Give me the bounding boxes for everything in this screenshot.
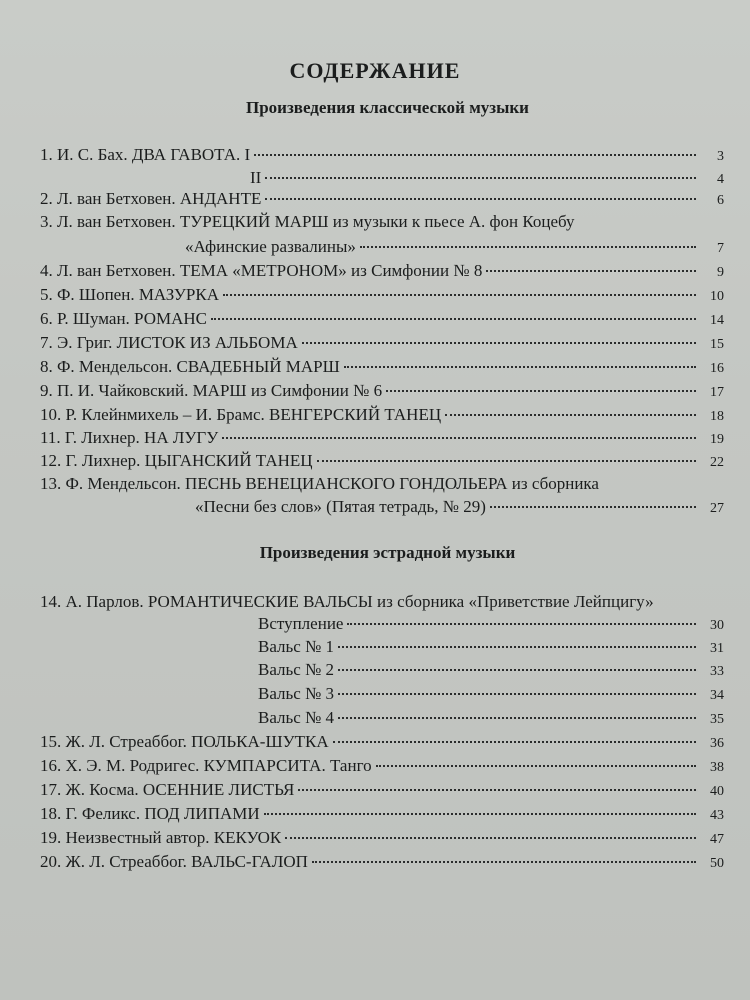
- entry-title: Вальс № 3: [258, 684, 335, 703]
- entry-title: II: [250, 168, 262, 187]
- toc-entry: [250, 168, 724, 190]
- toc-entry: [40, 852, 724, 874]
- entry-page: 4: [717, 172, 724, 187]
- section-heading-classical: Произведения классической музыки: [246, 98, 529, 117]
- leader-dots: [211, 318, 696, 320]
- entry-title: 2. Л. ван Бетховен. АНДАНТЕ: [40, 189, 262, 208]
- entry-page: 38: [710, 760, 724, 775]
- entry-page: 33: [710, 664, 724, 679]
- entry-title: 16. Х. Э. М. Родригес. КУМПАРСИТА. Танго: [40, 756, 372, 775]
- entry-page: 43: [710, 808, 724, 823]
- page-title: СОДЕРЖАНИЕ: [289, 58, 461, 83]
- entry-page: 27: [710, 501, 724, 516]
- entry-title: 12. Г. Лихнер. ЦЫГАНСКИЙ ТАНЕЦ: [40, 451, 313, 470]
- entry-page: 36: [710, 736, 724, 751]
- leader-dots: [312, 861, 696, 863]
- toc-entry: [40, 756, 724, 778]
- entry-title: «Афинские развалины»: [185, 237, 356, 256]
- leader-dots: [376, 765, 696, 767]
- entry-title: 18. Г. Феликс. ПОД ЛИПАМИ: [40, 804, 260, 823]
- entry-title: 19. Неизвестный автор. КЕКУОК: [40, 828, 282, 847]
- entry-title: Вступление: [258, 614, 344, 633]
- entry-title: 5. Ф. Шопен. МАЗУРКА: [40, 285, 219, 304]
- toc-entry: [40, 261, 724, 283]
- entry-page: 6: [717, 193, 724, 208]
- leader-dots: [347, 623, 696, 625]
- entry-title: 4. Л. ван Бетховен. ТЕМА «МЕТРОНОМ» из Симфонии № 8: [40, 261, 483, 280]
- entry-page: 30: [710, 618, 724, 633]
- entry-title: 20. Ж. Л. Стреаббог. ВАЛЬС-ГАЛОП: [40, 852, 308, 871]
- toc-entry: [258, 660, 724, 682]
- entry-page: 15: [710, 337, 724, 352]
- entry-page: 19: [710, 432, 724, 447]
- toc-entry: [40, 381, 724, 403]
- leader-dots: [222, 437, 696, 439]
- entry-page: 16: [710, 361, 724, 376]
- toc-entry: [40, 189, 724, 211]
- entry-page: 17: [710, 385, 724, 400]
- toc-entry: [40, 309, 724, 331]
- entry-title: 15. Ж. Л. Стреаббог. ПОЛЬКА-ШУТКА: [40, 732, 329, 751]
- entry-title: 17. Ж. Косма. ОСЕННИЕ ЛИСТЬЯ: [40, 780, 295, 799]
- leader-dots: [490, 506, 696, 508]
- leader-dots: [264, 813, 696, 815]
- entry-page: 35: [710, 712, 724, 727]
- toc-entry: [40, 357, 724, 379]
- toc-entry-line: 13. Ф. Мендельсон. ПЕСНЬ ВЕНЕЦИАНСКОГО ГОНДОЛЬЕРА из сборника: [40, 474, 599, 493]
- leader-dots: [338, 717, 696, 719]
- toc-entry: [40, 732, 724, 754]
- toc-entry: [185, 237, 724, 259]
- entry-title: Вальс № 2: [258, 660, 335, 679]
- entry-title: 9. П. И. Чайковский. МАРШ из Симфонии № 6: [40, 381, 383, 400]
- entry-title: 10. Р. Клейнмихель – И. Брамс. ВЕНГЕРСКИЙ ТАНЕЦ: [40, 405, 442, 424]
- toc-entry: [40, 828, 724, 850]
- leader-dots: [386, 390, 696, 392]
- toc-entry: [40, 780, 724, 802]
- entry-page: 22: [710, 455, 724, 470]
- leader-dots: [254, 154, 696, 156]
- toc-entry-line: 3. Л. ван Бетховен. ТУРЕЦКИЙ МАРШ из музыки к пьесе А. фон Коцебу: [40, 212, 575, 231]
- section-heading-estrada: Произведения эстрадной музыки: [259, 543, 516, 562]
- toc-entry: [258, 684, 724, 706]
- toc-entry: [40, 285, 724, 307]
- toc-entry: [258, 637, 724, 659]
- leader-dots: [302, 342, 696, 344]
- entry-title: «Песни без слов» (Пятая тетрадь, № 29): [195, 497, 486, 516]
- entry-page: 3: [717, 149, 724, 164]
- entry-page: 50: [710, 856, 724, 871]
- entry-page: 40: [710, 784, 724, 799]
- entry-title: Вальс № 4: [258, 708, 335, 727]
- entry-page: 47: [710, 832, 724, 847]
- leader-dots: [223, 294, 696, 296]
- leader-dots: [486, 270, 696, 272]
- entry-title: Вальс № 1: [258, 637, 335, 656]
- entry-title: 11. Г. Лихнер. НА ЛУГУ: [40, 428, 219, 447]
- toc-entry: [40, 451, 724, 473]
- toc-entry: [258, 614, 724, 636]
- entry-page: 7: [717, 241, 724, 256]
- leader-dots: [338, 669, 696, 671]
- toc-entry: [40, 145, 724, 167]
- toc-entry: [40, 428, 724, 450]
- entry-page: 18: [710, 409, 724, 424]
- toc-entry: [40, 333, 724, 355]
- leader-dots: [338, 693, 696, 695]
- leader-dots: [338, 646, 696, 648]
- leader-dots: [317, 460, 696, 462]
- leader-dots: [360, 246, 696, 248]
- entry-title: 6. Р. Шуман. РОМАНС: [40, 309, 207, 328]
- leader-dots: [333, 741, 696, 743]
- leader-dots: [445, 414, 696, 416]
- entry-page: 14: [710, 313, 724, 328]
- toc-entry: [40, 405, 724, 427]
- leader-dots: [298, 789, 696, 791]
- entry-page: 10: [710, 289, 724, 304]
- entry-title: 1. И. С. Бах. ДВА ГАВОТА. I: [40, 145, 251, 164]
- toc-entry: [40, 804, 724, 826]
- entry-page: 31: [710, 641, 724, 656]
- toc-entry: [258, 708, 724, 730]
- entry-page: 34: [710, 688, 724, 703]
- entry-title: 7. Э. Григ. ЛИСТОК ИЗ АЛЬБОМА: [40, 333, 298, 352]
- toc-entry: [195, 497, 724, 519]
- leader-dots: [265, 198, 696, 200]
- leader-dots: [285, 837, 696, 839]
- entry-title: 8. Ф. Мендельсон. СВАДЕБНЫЙ МАРШ: [40, 357, 340, 376]
- toc-entry-line: 14. А. Парлов. РОМАНТИЧЕСКИЕ ВАЛЬСЫ из сборника «Приветствие Лейпцигу»: [40, 592, 654, 611]
- leader-dots: [344, 366, 696, 368]
- entry-page: 9: [717, 265, 724, 280]
- leader-dots: [265, 177, 696, 179]
